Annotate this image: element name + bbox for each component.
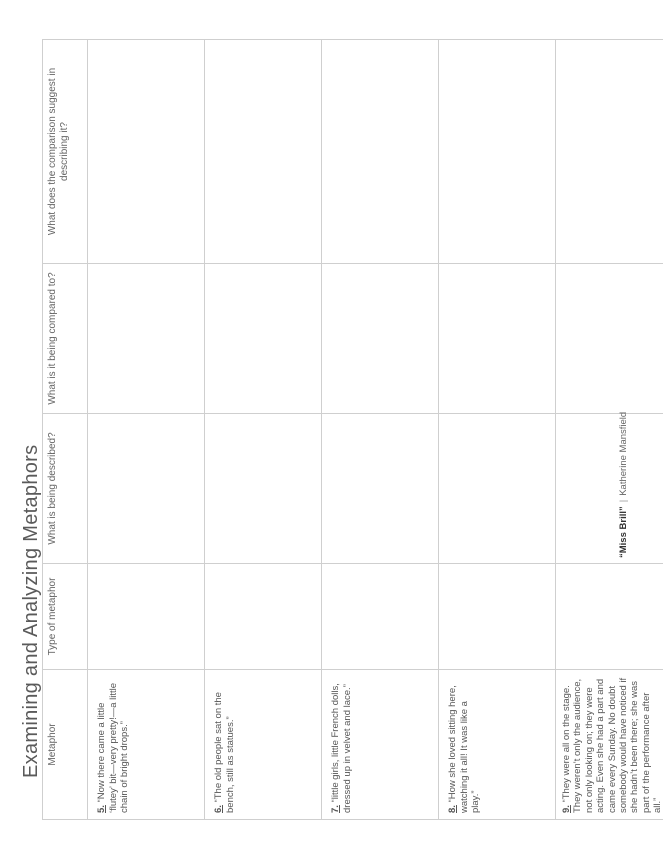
footer-separator: |: [618, 499, 629, 503]
type-answer-cell[interactable]: [322, 564, 439, 670]
metaphor-quote: “The old people sat on the bench, still as statues.”: [213, 692, 236, 813]
metaphor-cell: [439, 670, 556, 820]
metaphor-number: 6.: [213, 805, 224, 813]
author-name: Katherine Mansfield: [618, 411, 629, 496]
footer-credit: [618, 412, 629, 558]
metaphor-cell: [205, 670, 322, 820]
metaphor-number: 5.: [96, 805, 107, 813]
suggest-answer-cell[interactable]: [88, 40, 205, 264]
header-metaphor: Metaphor: [43, 670, 88, 820]
metaphor-quote: “How she loved sitting here, watching it all! It was like a play.”: [447, 685, 482, 813]
metaphor-number: 9.: [561, 805, 572, 813]
suggest-answer-cell[interactable]: [205, 40, 322, 264]
type-answer-cell[interactable]: [88, 564, 205, 670]
header-compared-to: What is it being compared to?: [43, 264, 88, 414]
table-header-row: [43, 40, 88, 820]
described-answer-cell[interactable]: [88, 414, 205, 564]
suggest-answer-cell[interactable]: [322, 40, 439, 264]
metaphor-number: 7.: [330, 805, 341, 813]
table-row: [205, 40, 322, 820]
type-answer-cell[interactable]: [439, 564, 556, 670]
compared-answer-cell[interactable]: [205, 264, 322, 414]
table-row: [322, 40, 439, 820]
header-type-of-metaphor: Type of metaphor: [43, 564, 88, 670]
compared-answer-cell[interactable]: [88, 264, 205, 414]
suggest-answer-cell[interactable]: [439, 40, 556, 264]
metaphor-number: 8.: [447, 805, 458, 813]
type-answer-cell[interactable]: [205, 564, 322, 670]
page-title: Examining and Analyzing Metaphors: [20, 444, 42, 778]
described-answer-cell[interactable]: [205, 414, 322, 564]
table-row: [439, 40, 556, 820]
suggest-answer-cell[interactable]: [556, 40, 663, 264]
metaphor-quote: “They were all on the stage. They weren’t only the audience, not only looking on; they were acting. Even she had a part and came every Sunday. No doubt somebody would have noticed if she hadn’t been there; she was part of the performance after all.”: [561, 677, 663, 813]
described-answer-cell[interactable]: [556, 411, 663, 564]
metaphor-cell: [322, 670, 439, 820]
compared-answer-cell[interactable]: [439, 264, 556, 414]
story-title: “Miss Brill”: [618, 506, 629, 558]
described-answer-cell[interactable]: [322, 414, 439, 564]
metaphor-quote: “Now there came a little ‘flutey’ bit—very pretty!—a little chain of bright drops.”: [96, 682, 131, 813]
type-answer-cell[interactable]: [556, 564, 663, 670]
table-row: [556, 40, 663, 820]
header-what-described: What is being described?: [43, 414, 88, 564]
metaphor-table: [42, 39, 663, 820]
header-comparison-suggests: What does the comparison suggest in describing it?: [43, 40, 88, 264]
metaphor-cell: [88, 670, 205, 820]
compared-answer-cell[interactable]: [556, 264, 663, 414]
metaphor-quote: “little girls, little French dolls, dressed up in velvet and lace.”: [330, 683, 353, 813]
table-row: [88, 40, 205, 820]
described-answer-cell[interactable]: [439, 414, 556, 564]
compared-answer-cell[interactable]: [322, 264, 439, 414]
metaphor-cell: [556, 670, 663, 820]
